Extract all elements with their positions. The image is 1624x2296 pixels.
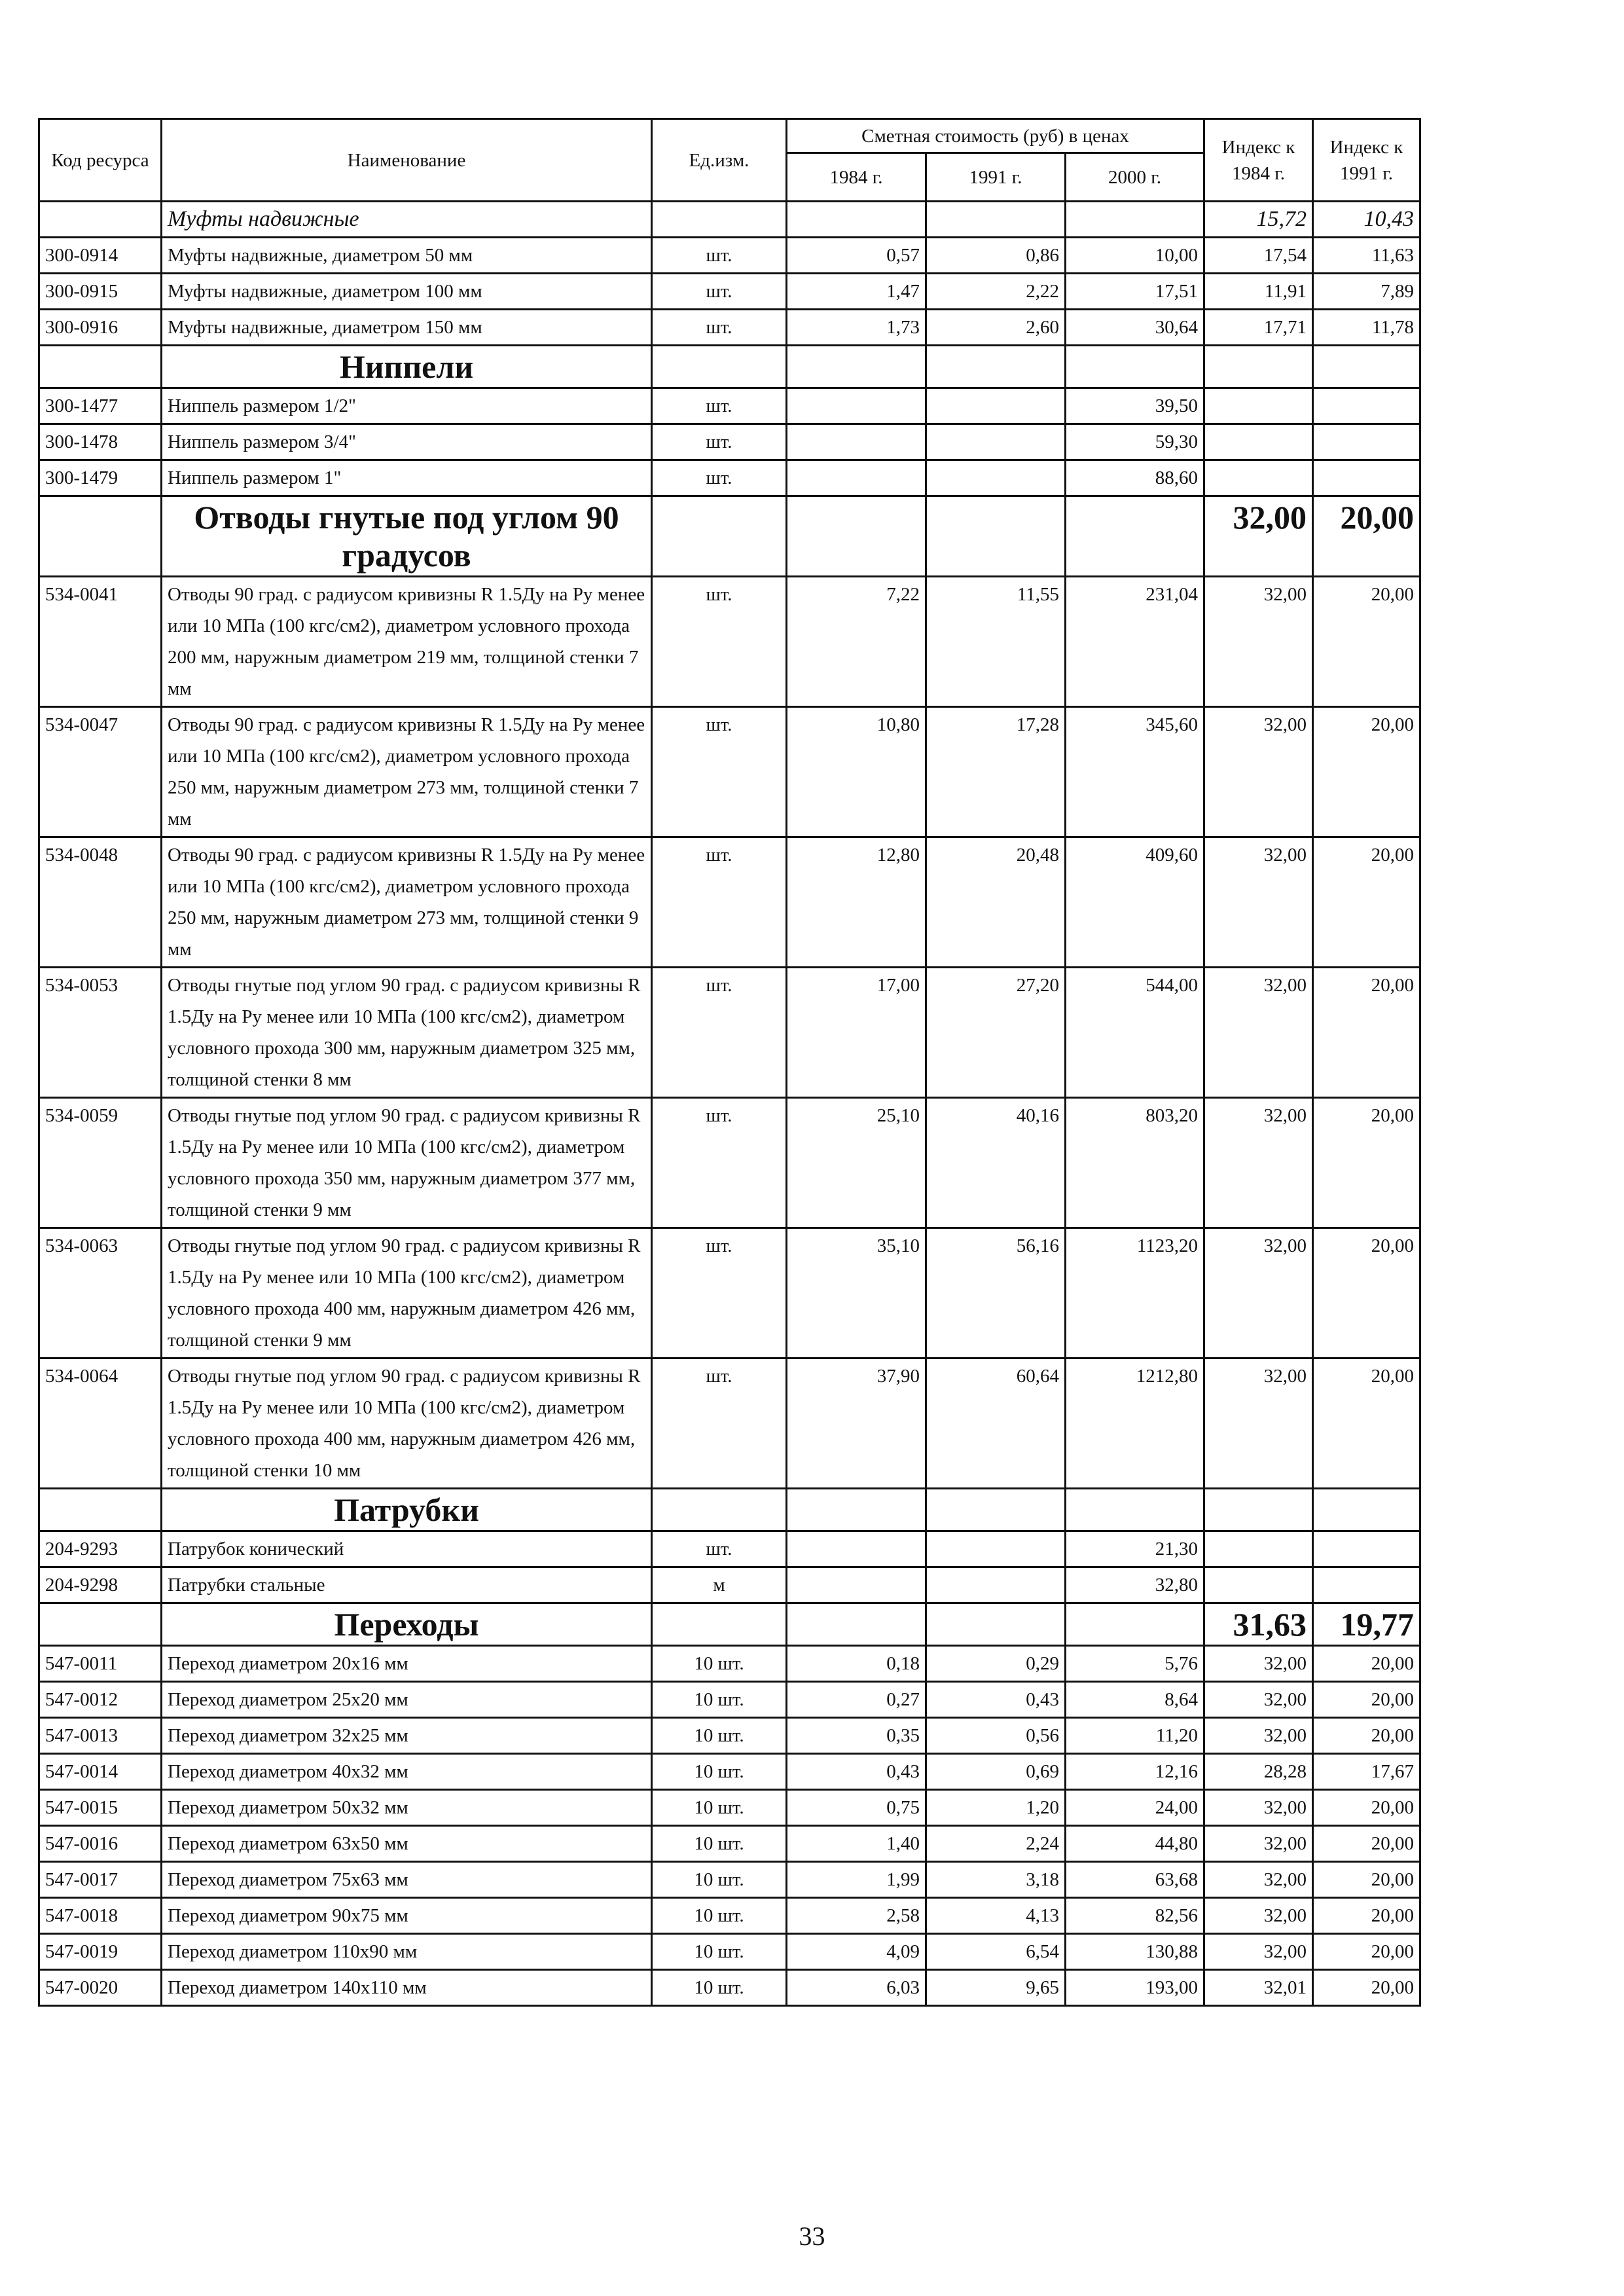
section-title: Переходы: [162, 1603, 652, 1646]
resource-name: Патрубки стальные: [162, 1567, 652, 1603]
price-2000: 32,80: [1066, 1567, 1204, 1603]
price-1984: [787, 424, 926, 460]
resource-name: Переход диаметром 63х50 мм: [162, 1826, 652, 1862]
index-1991: [1313, 1531, 1420, 1567]
index-1991: 20,00: [1313, 707, 1420, 837]
resource-name: Переход диаметром 90х75 мм: [162, 1898, 652, 1934]
index-1984: 32,00: [1204, 1682, 1313, 1718]
empty-cell: [787, 1603, 926, 1646]
table-row: [39, 577, 1420, 707]
header-year-1991: 1991 г.: [926, 153, 1066, 202]
empty-cell: [926, 1603, 1066, 1646]
price-2000: 82,56: [1066, 1898, 1204, 1934]
price-1984: 1,73: [787, 310, 926, 346]
empty-cell: [1066, 1489, 1204, 1531]
price-2000: 1212,80: [1066, 1358, 1204, 1489]
resource-name: Муфты надвижные, диаметром 150 мм: [162, 310, 652, 346]
table-row: [39, 1862, 1420, 1898]
price-2000: 409,60: [1066, 837, 1204, 968]
resource-name: Муфты надвижные, диаметром 50 мм: [162, 238, 652, 274]
section-index-1984: [1204, 346, 1313, 388]
price-1991: [926, 1567, 1066, 1603]
index-1984: [1204, 388, 1313, 424]
resource-name: Переход диаметром 110х90 мм: [162, 1934, 652, 1970]
resource-name: Ниппель размером 1": [162, 460, 652, 496]
empty-cell: [926, 202, 1066, 238]
header-index-1984: Индекс к 1984 г.: [1204, 119, 1313, 202]
price-1984: 0,18: [787, 1646, 926, 1682]
empty-cell: [1066, 202, 1204, 238]
unit-cell: 10 шт.: [652, 1754, 787, 1790]
price-1991: 0,69: [926, 1754, 1066, 1790]
resource-name: Отводы гнутые под углом 90 град. с радиусом кривизны R 1.5Ду на Ру менее или 10 МПа (100 кгс/см2), диаметром условного прохода 300 мм, наружным диаметром 325 мм, толщиной стенки 8 мм: [162, 968, 652, 1098]
section-index-1991: 19,77: [1313, 1603, 1420, 1646]
index-1991: [1313, 460, 1420, 496]
index-1984: 32,00: [1204, 707, 1313, 837]
price-2000: 88,60: [1066, 460, 1204, 496]
resource-name: Отводы 90 град. с радиусом кривизны R 1.5Ду на Ру менее или 10 МПа (100 кгс/см2), диаметром условного прохода 250 мм, наружным диаметром 273 мм, толщиной стенки 9 мм: [162, 837, 652, 968]
index-1991: 11,63: [1313, 238, 1420, 274]
index-1984: 32,00: [1204, 1646, 1313, 1682]
price-2000: 39,50: [1066, 388, 1204, 424]
price-1984: 0,57: [787, 238, 926, 274]
index-1984: 32,00: [1204, 968, 1313, 1098]
resource-name: Патрубок конический: [162, 1531, 652, 1567]
section-index-1984: 32,00: [1204, 496, 1313, 577]
resource-code: 534-0048: [39, 837, 162, 968]
table-row: [39, 1898, 1420, 1934]
price-1991: 40,16: [926, 1098, 1066, 1228]
index-1991: 20,00: [1313, 1098, 1420, 1228]
index-1991: 7,89: [1313, 274, 1420, 310]
empty-cell: [926, 346, 1066, 388]
price-1991: 17,28: [926, 707, 1066, 837]
index-1984: [1204, 424, 1313, 460]
table-row: [39, 1754, 1420, 1790]
price-table: [38, 118, 1421, 2007]
table-row: [39, 1682, 1420, 1718]
resource-code: 547-0015: [39, 1790, 162, 1826]
index-1984: [1204, 1567, 1313, 1603]
index-1991: 20,00: [1313, 837, 1420, 968]
table-row: [39, 1934, 1420, 1970]
resource-code: 547-0017: [39, 1862, 162, 1898]
empty-cell: [652, 1489, 787, 1531]
index-1984: [1204, 460, 1313, 496]
table-row: [39, 837, 1420, 968]
unit-cell: 10 шт.: [652, 1862, 787, 1898]
unit-cell: м: [652, 1567, 787, 1603]
unit-cell: шт.: [652, 424, 787, 460]
price-1991: [926, 1531, 1066, 1567]
price-1991: 20,48: [926, 837, 1066, 968]
table-header: [39, 119, 1420, 202]
price-2000: 24,00: [1066, 1790, 1204, 1826]
unit-cell: шт.: [652, 274, 787, 310]
price-2000: 21,30: [1066, 1531, 1204, 1567]
resource-name: Переход диаметром 50х32 мм: [162, 1790, 652, 1826]
resource-code: 300-0915: [39, 274, 162, 310]
unit-cell: шт.: [652, 1531, 787, 1567]
header-unit: Ед.изм.: [652, 119, 787, 202]
price-2000: 44,80: [1066, 1826, 1204, 1862]
price-2000: 17,51: [1066, 274, 1204, 310]
price-1991: 3,18: [926, 1862, 1066, 1898]
price-1991: 56,16: [926, 1228, 1066, 1358]
table-row: [39, 424, 1420, 460]
price-1991: 0,56: [926, 1718, 1066, 1754]
table-row: [39, 1790, 1420, 1826]
index-1984: [1204, 1531, 1313, 1567]
index-1984: 32,00: [1204, 1790, 1313, 1826]
resource-name: Отводы гнутые под углом 90 град. с радиусом кривизны R 1.5Ду на Ру менее или 10 МПа (100 кгс/см2), диаметром условного прохода 400 мм, наружным диаметром 426 мм, толщиной стенки 10 мм: [162, 1358, 652, 1489]
price-1991: 4,13: [926, 1898, 1066, 1934]
empty-cell: [652, 496, 787, 577]
price-2000: 345,60: [1066, 707, 1204, 837]
price-1991: 2,60: [926, 310, 1066, 346]
price-2000: 803,20: [1066, 1098, 1204, 1228]
index-1991: 20,00: [1313, 1970, 1420, 2006]
price-2000: 12,16: [1066, 1754, 1204, 1790]
index-1984: 32,00: [1204, 1358, 1313, 1489]
section-index-1991: [1313, 1489, 1420, 1531]
unit-cell: шт.: [652, 1358, 787, 1489]
index-1984: 11,91: [1204, 274, 1313, 310]
resource-code: 204-9293: [39, 1531, 162, 1567]
price-2000: 63,68: [1066, 1862, 1204, 1898]
resource-code: 547-0016: [39, 1826, 162, 1862]
empty-cell: [787, 1489, 926, 1531]
page-number: 33: [799, 2221, 825, 2251]
index-1991: 20,00: [1313, 1790, 1420, 1826]
header-code: Код ресурса: [39, 119, 162, 202]
resource-code: 300-0916: [39, 310, 162, 346]
empty-cell: [39, 1603, 162, 1646]
resource-code: 534-0047: [39, 707, 162, 837]
unit-cell: 10 шт.: [652, 1934, 787, 1970]
resource-name: Муфты надвижные, диаметром 100 мм: [162, 274, 652, 310]
unit-cell: шт.: [652, 238, 787, 274]
section-title: Ниппели: [162, 346, 652, 388]
section-index-1991: [1313, 346, 1420, 388]
unit-cell: шт.: [652, 577, 787, 707]
price-1984: 1,40: [787, 1826, 926, 1862]
index-1991: 20,00: [1313, 577, 1420, 707]
price-1991: [926, 388, 1066, 424]
table-row: [39, 274, 1420, 310]
resource-name: Ниппель размером 1/2": [162, 388, 652, 424]
index-1991: 20,00: [1313, 968, 1420, 1098]
price-1984: 10,80: [787, 707, 926, 837]
table-row: [39, 707, 1420, 837]
price-1991: 0,43: [926, 1682, 1066, 1718]
resource-name: Переход диаметром 140х110 мм: [162, 1970, 652, 2006]
price-1991: 2,22: [926, 274, 1066, 310]
index-1991: [1313, 424, 1420, 460]
resource-name: Отводы гнутые под углом 90 град. с радиусом кривизны R 1.5Ду на Ру менее или 10 МПа (100 кгс/см2), диаметром условного прохода 400 мм, наружным диаметром 426 мм, толщиной стенки 9 мм: [162, 1228, 652, 1358]
price-1984: [787, 460, 926, 496]
table-row: [39, 968, 1420, 1098]
resource-code: 534-0053: [39, 968, 162, 1098]
resource-code: 300-1477: [39, 388, 162, 424]
index-1991: 20,00: [1313, 1228, 1420, 1358]
resource-code: 534-0041: [39, 577, 162, 707]
resource-name: Отводы 90 град. с радиусом кривизны R 1.5Ду на Ру менее или 10 МПа (100 кгс/см2), диаметром условного прохода 200 мм, наружным диаметром 219 мм, толщиной стенки 7 мм: [162, 577, 652, 707]
section-index-1991: 10,43: [1313, 202, 1420, 238]
resource-code: 300-0914: [39, 238, 162, 274]
header-cost-group: Сметная стоимость (руб) в ценах: [787, 119, 1204, 153]
price-1984: 17,00: [787, 968, 926, 1098]
price-1984: 37,90: [787, 1358, 926, 1489]
price-1984: [787, 388, 926, 424]
resource-code: 534-0059: [39, 1098, 162, 1228]
price-2000: 130,88: [1066, 1934, 1204, 1970]
price-1991: [926, 460, 1066, 496]
price-1984: 7,22: [787, 577, 926, 707]
resource-code: 300-1478: [39, 424, 162, 460]
empty-cell: [926, 1489, 1066, 1531]
index-1984: 32,00: [1204, 1228, 1313, 1358]
empty-cell: [1066, 496, 1204, 577]
price-1991: 0,86: [926, 238, 1066, 274]
table-row: [39, 1567, 1420, 1603]
resource-name: Отводы 90 град. с радиусом кривизны R 1.5Ду на Ру менее или 10 МПа (100 кгс/см2), диаметром условного прохода 250 мм, наружным диаметром 273 мм, толщиной стенки 7 мм: [162, 707, 652, 837]
section-row: [39, 1489, 1420, 1531]
resource-name: Переход диаметром 20х16 мм: [162, 1646, 652, 1682]
unit-cell: шт.: [652, 1098, 787, 1228]
index-1991: 20,00: [1313, 1898, 1420, 1934]
empty-cell: [787, 496, 926, 577]
index-1991: 17,67: [1313, 1754, 1420, 1790]
resource-name: Переход диаметром 40х32 мм: [162, 1754, 652, 1790]
price-2000: 11,20: [1066, 1718, 1204, 1754]
price-1991: 9,65: [926, 1970, 1066, 2006]
resource-code: 547-0011: [39, 1646, 162, 1682]
table-row: [39, 1826, 1420, 1862]
index-1991: 20,00: [1313, 1862, 1420, 1898]
index-1991: 20,00: [1313, 1358, 1420, 1489]
table-body: [39, 202, 1420, 2006]
index-1984: 32,01: [1204, 1970, 1313, 2006]
index-1991: [1313, 1567, 1420, 1603]
price-1984: 25,10: [787, 1098, 926, 1228]
section-index-1984: [1204, 1489, 1313, 1531]
price-1991: 27,20: [926, 968, 1066, 1098]
unit-cell: 10 шт.: [652, 1790, 787, 1826]
resource-code: 547-0020: [39, 1970, 162, 2006]
price-1984: 35,10: [787, 1228, 926, 1358]
price-1991: 0,29: [926, 1646, 1066, 1682]
header-name: Наименование: [162, 119, 652, 202]
price-1991: 2,24: [926, 1826, 1066, 1862]
empty-cell: [652, 1603, 787, 1646]
table-row: [39, 1228, 1420, 1358]
resource-code: 547-0019: [39, 1934, 162, 1970]
section-index-1984: 15,72: [1204, 202, 1313, 238]
price-1984: 0,43: [787, 1754, 926, 1790]
index-1984: 32,00: [1204, 1862, 1313, 1898]
price-1984: 1,99: [787, 1862, 926, 1898]
empty-cell: [1066, 346, 1204, 388]
unit-cell: 10 шт.: [652, 1970, 787, 2006]
section-row: [39, 1603, 1420, 1646]
unit-cell: шт.: [652, 310, 787, 346]
resource-name: Ниппель размером 3/4": [162, 424, 652, 460]
index-1991: 20,00: [1313, 1826, 1420, 1862]
empty-cell: [39, 346, 162, 388]
resource-code: 300-1479: [39, 460, 162, 496]
index-1991: 20,00: [1313, 1934, 1420, 1970]
price-2000: 8,64: [1066, 1682, 1204, 1718]
price-1984: 6,03: [787, 1970, 926, 2006]
section-title: Патрубки: [162, 1489, 652, 1531]
empty-cell: [787, 202, 926, 238]
table-row: [39, 1970, 1420, 2006]
price-1984: 0,35: [787, 1718, 926, 1754]
price-1984: 12,80: [787, 837, 926, 968]
price-1991: 1,20: [926, 1790, 1066, 1826]
resource-code: 547-0014: [39, 1754, 162, 1790]
index-1991: 11,78: [1313, 310, 1420, 346]
resource-name: Переход диаметром 75х63 мм: [162, 1862, 652, 1898]
table-row: [39, 388, 1420, 424]
table-row: [39, 460, 1420, 496]
table-row: [39, 1531, 1420, 1567]
empty-cell: [652, 346, 787, 388]
resource-name: Переход диаметром 25х20 мм: [162, 1682, 652, 1718]
resource-code: 547-0013: [39, 1718, 162, 1754]
table-row: [39, 238, 1420, 274]
table-row: [39, 310, 1420, 346]
section-row: [39, 346, 1420, 388]
resource-name: Переход диаметром 32х25 мм: [162, 1718, 652, 1754]
section-row: [39, 496, 1420, 577]
price-1984: 2,58: [787, 1898, 926, 1934]
index-1991: 20,00: [1313, 1646, 1420, 1682]
index-1984: 32,00: [1204, 1934, 1313, 1970]
header-index-1991: Индекс к 1991 г.: [1313, 119, 1420, 202]
resource-code: 534-0063: [39, 1228, 162, 1358]
empty-cell: [39, 1489, 162, 1531]
section-title: Муфты надвижные: [162, 202, 652, 238]
unit-cell: шт.: [652, 968, 787, 1098]
unit-cell: шт.: [652, 1228, 787, 1358]
price-1984: 0,27: [787, 1682, 926, 1718]
index-1991: 20,00: [1313, 1718, 1420, 1754]
index-1984: 32,00: [1204, 1098, 1313, 1228]
unit-cell: шт.: [652, 388, 787, 424]
unit-cell: шт.: [652, 707, 787, 837]
price-2000: 30,64: [1066, 310, 1204, 346]
price-1991: 6,54: [926, 1934, 1066, 1970]
unit-cell: 10 шт.: [652, 1646, 787, 1682]
price-2000: 231,04: [1066, 577, 1204, 707]
table-row: [39, 1646, 1420, 1682]
index-1984: 32,00: [1204, 1898, 1313, 1934]
price-1991: 60,64: [926, 1358, 1066, 1489]
empty-cell: [787, 346, 926, 388]
table-row: [39, 1718, 1420, 1754]
resource-code: 547-0012: [39, 1682, 162, 1718]
empty-cell: [926, 496, 1066, 577]
index-1991: [1313, 388, 1420, 424]
empty-cell: [39, 496, 162, 577]
price-2000: 5,76: [1066, 1646, 1204, 1682]
index-1984: 32,00: [1204, 577, 1313, 707]
section-row: [39, 202, 1420, 238]
unit-cell: 10 шт.: [652, 1682, 787, 1718]
empty-cell: [39, 202, 162, 238]
price-1984: [787, 1567, 926, 1603]
section-index-1984: 31,63: [1204, 1603, 1313, 1646]
price-2000: 544,00: [1066, 968, 1204, 1098]
empty-cell: [1066, 1603, 1204, 1646]
header-year-1984: 1984 г.: [787, 153, 926, 202]
index-1984: 32,00: [1204, 837, 1313, 968]
index-1984: 17,71: [1204, 310, 1313, 346]
price-2000: 10,00: [1066, 238, 1204, 274]
table-row: [39, 1358, 1420, 1489]
index-1991: 20,00: [1313, 1682, 1420, 1718]
index-1984: 32,00: [1204, 1826, 1313, 1862]
unit-cell: 10 шт.: [652, 1826, 787, 1862]
unit-cell: шт.: [652, 837, 787, 968]
resource-code: 534-0064: [39, 1358, 162, 1489]
index-1984: 17,54: [1204, 238, 1313, 274]
table-row: [39, 1098, 1420, 1228]
price-1984: 4,09: [787, 1934, 926, 1970]
header-year-2000: 2000 г.: [1066, 153, 1204, 202]
price-1984: [787, 1531, 926, 1567]
price-2000: 59,30: [1066, 424, 1204, 460]
index-1984: 28,28: [1204, 1754, 1313, 1790]
unit-cell: 10 шт.: [652, 1718, 787, 1754]
price-2000: 1123,20: [1066, 1228, 1204, 1358]
empty-cell: [652, 202, 787, 238]
price-2000: 193,00: [1066, 1970, 1204, 2006]
price-1991: [926, 424, 1066, 460]
resource-name: Отводы гнутые под углом 90 град. с радиусом кривизны R 1.5Ду на Ру менее или 10 МПа (100 кгс/см2), диаметром условного прохода 350 мм, наружным диаметром 377 мм, толщиной стенки 9 мм: [162, 1098, 652, 1228]
price-1984: 0,75: [787, 1790, 926, 1826]
unit-cell: 10 шт.: [652, 1898, 787, 1934]
section-index-1991: 20,00: [1313, 496, 1420, 577]
price-1984: 1,47: [787, 274, 926, 310]
section-title: Отводы гнутые под углом 90 градусов: [162, 496, 652, 577]
resource-code: 204-9298: [39, 1567, 162, 1603]
resource-code: 547-0018: [39, 1898, 162, 1934]
index-1984: 32,00: [1204, 1718, 1313, 1754]
unit-cell: шт.: [652, 460, 787, 496]
price-1991: 11,55: [926, 577, 1066, 707]
